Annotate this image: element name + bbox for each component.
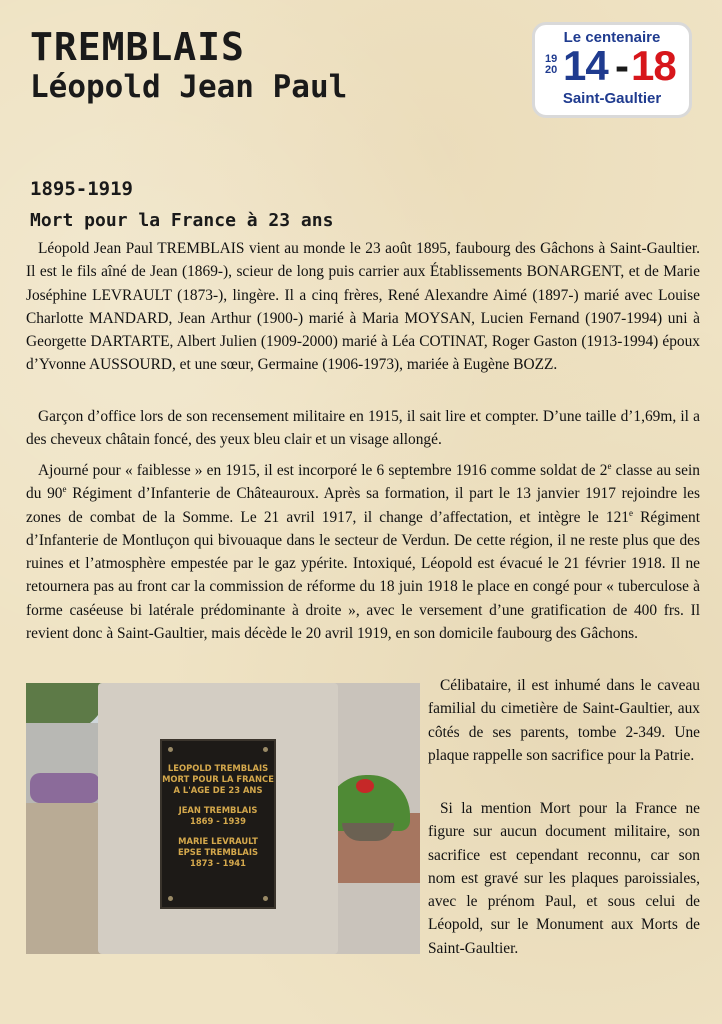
plaque-line: 1873 - 1941 bbox=[190, 858, 246, 868]
memorial-plaque bbox=[160, 739, 276, 909]
photo-red-flower bbox=[356, 779, 374, 793]
logo-top-text: Le centenaire bbox=[563, 29, 661, 46]
plaque-screw bbox=[263, 747, 268, 752]
ordinal-sup-3: e bbox=[628, 507, 633, 518]
logo-years bbox=[535, 42, 689, 90]
logo-place: Saint-Gaultier bbox=[562, 90, 662, 107]
plaque-screw bbox=[168, 747, 173, 752]
subtitle: Mort pour la France à 23 ans bbox=[30, 210, 334, 231]
ordinal-sup-1: e bbox=[607, 460, 612, 471]
paragraph-military-part-c: Régiment d’Infanterie de Châteauroux. Après sa formation, il part le 13 janvier 1917 rejoindre les zones de combat de la Somme. Le 21 avril 1917, il change d’affectation, et intègre le 121 bbox=[26, 485, 700, 526]
paragraph-recognition: Si la mention Mort pour la France ne figure sur aucun document militaire, son sacrifice est cependant reconnu, car son nom est gravé sur les plaques paroissiales, avec le prénom Paul, et sous celui de Léopold, sur le Monument aux Morts de Saint-Gaultier. bbox=[428, 800, 700, 957]
grave-photo bbox=[26, 683, 420, 954]
logo-century-bottom: 20 bbox=[545, 64, 558, 76]
page-title-surname: TREMBLAIS bbox=[30, 25, 245, 69]
logo-dash: - bbox=[615, 42, 629, 89]
paragraph-description: Garçon d’office lors de son recensement militaire en 1915, il sait lire et compter. D’une taille d’1,69m, il a des cheveux châtain foncé, des yeux bleu clair et un visage allongé. bbox=[26, 408, 700, 449]
logo-century bbox=[545, 54, 557, 76]
paragraph-family: Léopold Jean Paul TREMBLAIS vient au monde le 23 août 1895, faubourg des Gâchons à Saint-Gaultier. Il est le fils aîné de Jean (1869-), scieur de long puis carrier aux Établissements BONARGENT, et de Marie Joséphine LEVRAULT (1873-), lingère. Il a cinq frères, René Alexandre Aimé (1897-) marié avec Louise Charlotte MANDARD, Jean Arthur (1900-) marié à Maria MOYSAN, Lucien Fernand (1907-1994) uni à Georgette DARTARTE, Albert Julien (1909-2000) marié à Léa COTINAT, Roger Gaston (1913-1994) époux d’Yvonne AUSSOURD, et une sœur, Germaine (1906-1973), mariée à Eugène BOZZ. bbox=[26, 240, 700, 374]
paragraph-burial: Célibataire, il est inhumé dans le caveau familial du cimetière de Saint-Gaultier, aux côtés de ses parents, tombe 2-349. Une plaque rappelle son sacrifice pour la Patrie. bbox=[428, 677, 700, 764]
ordinal-sup-2: e bbox=[62, 484, 67, 495]
plaque-line: EPSE TREMBLAIS bbox=[177, 847, 259, 857]
centenaire-logo bbox=[532, 22, 692, 118]
paragraph-military-part-a: Ajourné pour « faiblesse » en 1915, il est incorporé le 6 septembre 1916 comme soldat de 2 bbox=[38, 462, 608, 479]
plaque-screw bbox=[263, 896, 268, 901]
plaque-line: 1869 - 1939 bbox=[190, 816, 246, 826]
plaque-line: MARIE LEVRAULT bbox=[178, 836, 258, 846]
plaque-line: JEAN TREMBLAIS bbox=[178, 805, 258, 815]
paragraph-military bbox=[26, 459, 700, 645]
plaque-screw bbox=[168, 896, 173, 901]
paragraph-military-part-d: Régiment d’Infanterie de Montluçon qui bivouaque dans le secteur de Verdun. De cette région, il ne reste plus que des ruines et l’atmosphère empestée par le gaz ypérite. Intoxiqué, Léopold est évacué le 21 février 1918. Il ne retournera pas au front car la commission de réforme du 18 juin 1918 le place en congé pour « tuberculose à forme caséeuse bi latérale prédominante à droite », avec le versement d’une gratification de 400 frs. Il revient donc à Saint-Gaultier, mais décède le 20 avril 1919, en son domicile faubourg des Gâchons. bbox=[26, 508, 700, 643]
photo-flowers bbox=[30, 773, 100, 803]
title-block bbox=[30, 26, 490, 106]
logo-start-year: 14 bbox=[563, 42, 608, 89]
plaque-line: LEOPOLD TREMBLAIS bbox=[167, 763, 269, 773]
plaque-line: MORT POUR LA FRANCE bbox=[162, 774, 274, 784]
life-dates: 1895-1919 bbox=[30, 178, 133, 200]
logo-century-top: 19 bbox=[545, 53, 558, 65]
plaque-line: A L'AGE DE 23 ANS bbox=[173, 785, 263, 795]
logo-end-year: 18 bbox=[631, 42, 676, 89]
page-title-given-names: Léopold Jean Paul bbox=[30, 69, 348, 105]
paragraph-military-part-b: classe au sein du 90 bbox=[26, 462, 700, 503]
